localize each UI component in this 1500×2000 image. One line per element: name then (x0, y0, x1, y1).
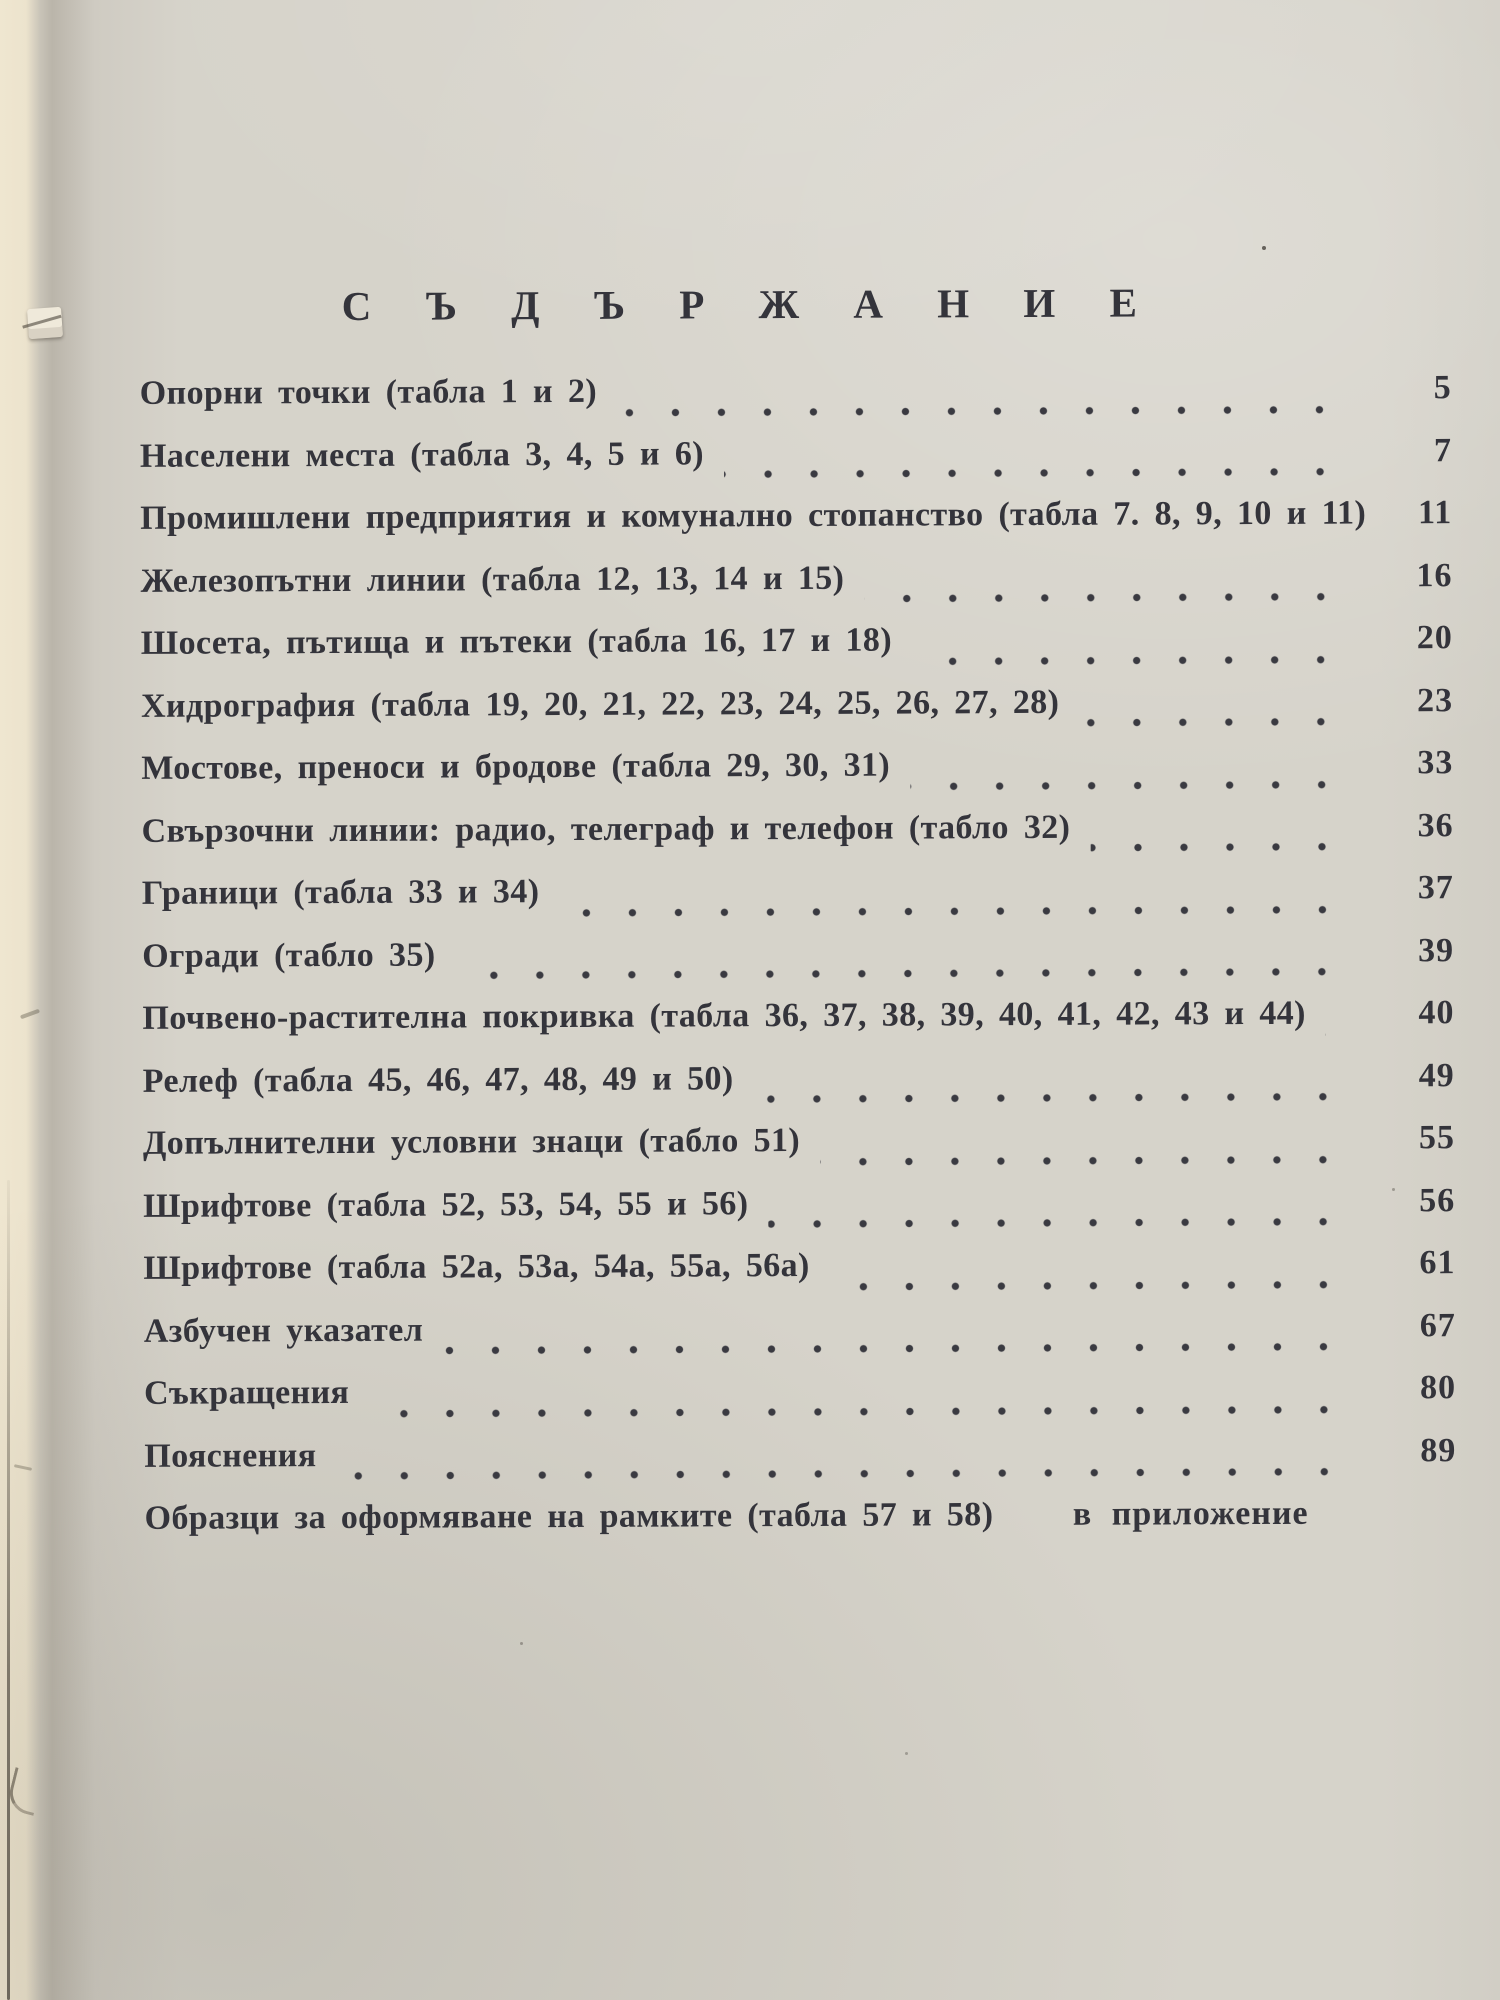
dot-leader (1090, 840, 1361, 855)
toc-entry-label: Пояснения (144, 1436, 317, 1475)
paper-speck (520, 1642, 523, 1645)
toc-row (142, 932, 1454, 1000)
dot-leader (724, 465, 1360, 482)
toc-entry-label: Шосета, пътища и пътеки (табла 16, 17 и 18) (140, 621, 893, 662)
toc-entry-page-number: в приложение (1072, 1494, 1309, 1533)
toc-entry-label: Шрифтове (табла 52, 53, 54, 55 и 56) (143, 1184, 749, 1225)
toc-entry-page-number: 49 (1418, 1056, 1455, 1094)
toc-row (144, 1432, 1456, 1500)
toc-entry-page-number: 89 (1420, 1431, 1457, 1469)
toc-entry-label: Хидрография (табла 19, 20, 21, 22, 23, 24, 25, 26, 27, 28) (140, 683, 1060, 725)
toc-row (140, 432, 1452, 500)
table-of-contents (139, 277, 1457, 1562)
dot-leader (1013, 1528, 1059, 1542)
dot-leader (337, 1465, 1365, 1483)
toc-row (142, 869, 1454, 937)
binding-stitch (27, 307, 63, 339)
toc-row (143, 1057, 1455, 1125)
binding-stitch (14, 1464, 32, 1471)
dot-leader (456, 965, 1363, 983)
toc-row (140, 557, 1452, 625)
toc-entry-label: Граници (табла 33 и 34) (141, 873, 540, 912)
dot-leader (864, 590, 1360, 606)
toc-row (142, 994, 1454, 1062)
toc-entry-label: Почвено-растителна покривка (табла 36, 37, 38, 39, 40, 41, 42, 43 и 44) (142, 994, 1306, 1037)
toc-entry-label: Населени места (табла 3, 4, 5 и 6) (139, 434, 704, 475)
toc-row (141, 619, 1453, 687)
dot-leader (559, 902, 1362, 920)
page-title: С Ъ Д Ъ Р Ж А Н И Е (341, 279, 1159, 329)
dot-leader (443, 1340, 1364, 1358)
toc-entry-label: Мостове, преноси и бродове (табла 29, 30, 31) (141, 746, 891, 787)
toc-entry-label: Образци за оформяване на рамките (табла 57 и 58) (144, 1496, 994, 1537)
toc-entry-label: Допълнителни условни знаци (табло 51) (142, 1121, 801, 1162)
dot-leader (1079, 715, 1361, 730)
toc-entry-label: Железопътни линии (табла 12, 13, 14 и 15) (140, 559, 845, 600)
toc-entry-page-number: 67 (1419, 1306, 1456, 1344)
toc-entry-page-number: 61 (1419, 1244, 1456, 1282)
paper-speck (905, 1752, 908, 1755)
toc-entry-page-number: 16 (1416, 556, 1453, 594)
toc-entry-page-number: 39 (1418, 931, 1455, 969)
toc-entry-page-number: 56 (1419, 1181, 1456, 1219)
toc-entry-page-number: 80 (1419, 1369, 1457, 1407)
toc-entry-label: Свързочни линии: радио, телеграф и телефон (табло 32) (141, 808, 1071, 850)
toc-entry-label: Релеф (табла 45, 46, 47, 48, 49 и 50) (142, 1059, 734, 1100)
toc-entry-label: Шрифтове (табла 52а, 53а, 54а, 55а, 56а) (143, 1246, 810, 1287)
toc-row (142, 807, 1454, 875)
toc-row (140, 494, 1452, 562)
toc-row (141, 744, 1453, 812)
toc-row (141, 682, 1453, 750)
book-spine-edge (7, 1180, 10, 2000)
toc-entry-page-number: 37 (1417, 869, 1454, 907)
toc-row (143, 1244, 1455, 1312)
dot-leader (820, 1152, 1363, 1168)
toc-entry-label: Огради (табло 35) (142, 936, 436, 975)
dot-leader (769, 1215, 1364, 1232)
toc-entry-page-number: 40 (1418, 994, 1455, 1032)
toc-entry-label: Промишлени предприятия и комунално стопанство (табла 7. 8, 9, 10 и 11) (140, 494, 1367, 537)
binding-thread (5, 1767, 44, 1816)
dot-leader (369, 1402, 1364, 1420)
dot-leader (912, 652, 1361, 668)
toc-entry-label: Азбучен указател (143, 1311, 424, 1350)
toc-row (143, 1182, 1455, 1250)
toc-entry-page-number: 5 (1433, 369, 1452, 407)
toc-rows (140, 369, 1457, 1562)
toc-entry-page-number: 55 (1418, 1119, 1456, 1157)
toc-row (144, 1369, 1456, 1437)
dot-leader (910, 777, 1361, 793)
toc-row (145, 1494, 1457, 1562)
toc-row (143, 1119, 1455, 1187)
paper-speck (1262, 246, 1266, 250)
toc-entry-label: Опорни точки (табла 1 и 2) (139, 372, 598, 412)
toc-row (144, 1307, 1456, 1375)
dot-leader (754, 1090, 1363, 1107)
toc-entry-page-number: 36 (1417, 806, 1454, 844)
toc-row (140, 369, 1452, 437)
toc-entry-page-number: 11 (1418, 494, 1453, 532)
binding-stitch (20, 1009, 40, 1020)
dot-leader (830, 1277, 1364, 1293)
dot-leader (617, 402, 1360, 419)
toc-entry-page-number: 23 (1416, 681, 1454, 719)
toc-entry-label: Съкращения (143, 1373, 350, 1412)
toc-entry-page-number: 7 (1433, 431, 1453, 469)
dot-leader (1326, 1027, 1363, 1041)
toc-entry-page-number: 20 (1416, 619, 1453, 657)
toc-entry-page-number: 33 (1417, 744, 1454, 782)
